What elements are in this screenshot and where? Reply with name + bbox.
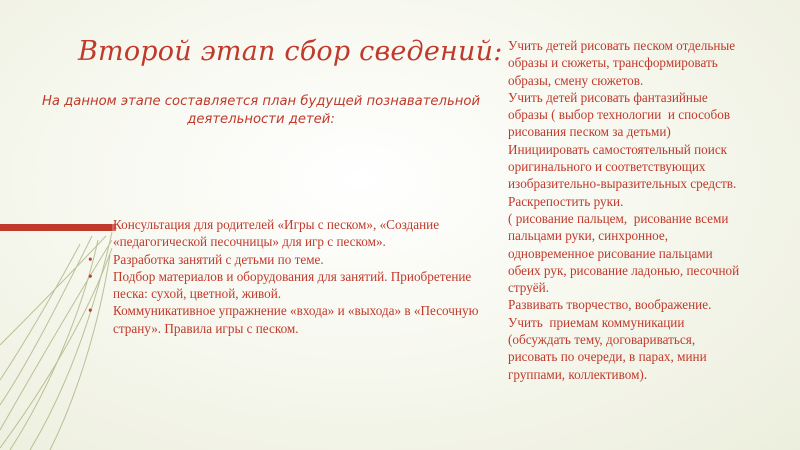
text-line: группами, коллективом). [508,366,648,382]
list-item [88,302,488,337]
list-item-text: Разработка занятий с детьми по теме. [113,251,324,267]
text-line: Учить приемам коммуникации [508,314,685,330]
text-line: оригинального и соответствующих [508,159,706,175]
list-item-text: Подбор материалов и оборудования для занятий. Приобретение песка: сухой, цветной, живой. [113,268,472,302]
list-item-text: Консультация для родителей «Игры с песком», «Создание «педагогической песочницы» для игр с песком». [113,217,440,250]
list-item [88,268,488,303]
list-item [88,216,488,251]
text-line: рисования песком за детьми) [508,124,671,140]
text-line: образы и сюжеты, трансформировать [508,55,718,71]
text-line: пальцами руки, синхронное, [508,228,669,244]
text-line: Учить детей рисовать песком отдельные [508,38,736,53]
text-line: струёй. [508,280,549,296]
list-item-text: Коммуникативное упражнение «входа» и «выхода» в «Песочную страну». Правила игры с песком. [113,303,479,336]
text-line: Развивать творчество, воображение. [508,297,712,313]
list-item [88,251,488,268]
text-line: одновременное рисование пальцами [508,245,713,261]
bullet-list [88,216,488,337]
text-line: образы, смену сюжетов. [508,72,644,88]
bullet-dot-icon: • [88,268,93,284]
text-line: изобразительно-выразительных средств. [508,176,737,192]
text-line: Раскрепостить руки. [508,193,624,209]
goals-text [508,37,780,383]
slide-subtitle: На данном этапе составляется план будущей познавательной деятельности детей: [41,94,481,127]
text-line: Инициировать самостоятельный поиск [508,141,728,157]
text-line: рисовать по очереди, в парах, мини [508,349,707,365]
slide-title: Второй этап сбор сведений: [78,36,503,67]
text-line: (обсуждать тему, договариваться, [508,332,696,348]
text-line: обеих рук, рисование ладонью, песочной [508,262,740,278]
text-line: ( рисование пальцем, рисование всеми [508,210,729,226]
text-line: Учить детей рисовать фантазийные [508,89,708,105]
text-line: образы ( выбор технологии и способов [508,107,731,123]
bullet-dot-icon: • [88,303,93,319]
bullet-dot-icon: • [88,251,93,267]
